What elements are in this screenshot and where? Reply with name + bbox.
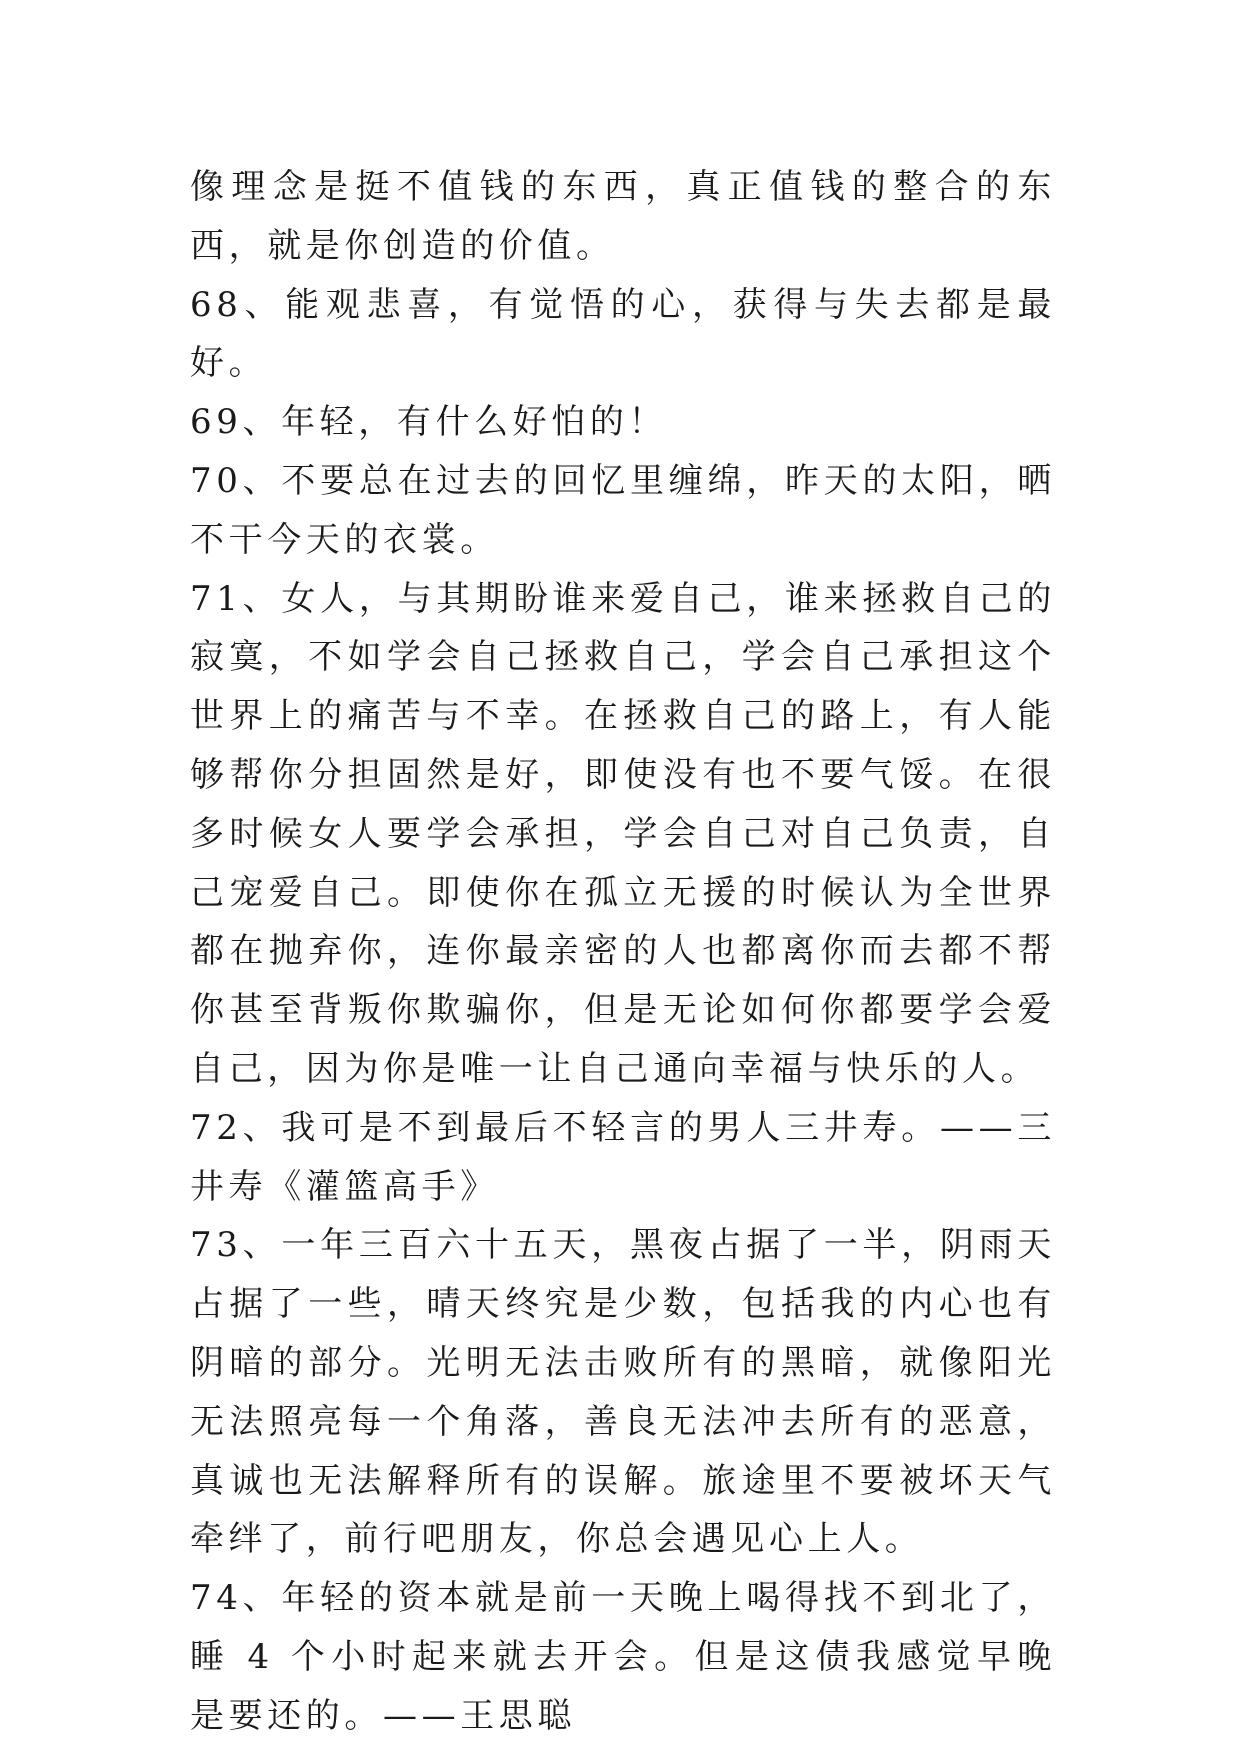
paragraph-72: 72、我可是不到最后不轻言的男人三井寿。——三井寿《灌篮高手》 (190, 1107, 1056, 1207)
document-page (190, 158, 1056, 1746)
paragraph-68: 68、能观悲喜，有觉悟的心，获得与失去都是最好。 (190, 284, 1056, 384)
paragraph-69: 69、年轻，有什么好怕的！ (190, 402, 668, 443)
paragraph-70: 70、不要总在过去的回忆里缠绵，昨天的太阳，晒不干今天的衣裳。 (190, 460, 1056, 560)
paragraph-continuation: 像理念是挺不值钱的东西，真正值钱的整合的东西，就是你创造的价值。 (190, 167, 1056, 266)
paragraph-71: 71、女人，与其期盼谁来爱自己，谁来拯救自己的寂寞，不如学会自己拯救自己，学会自己承担这个世界上的痛苦与不幸。在拯救自己的路上，有人能够帮你分担固然是好，即使没有也不要气馁。在很多时候女人要学会承担，学会自己对自己负责，自己宠爱自己。即使你在孤立无援的时候认为全世界都在抛弃你，连你最亲密的人也都离你而去都不帮你甚至背叛你欺骗你，但是无论如何你都要学会爱自己，因为你是唯一让自己通向幸福与快乐的人。 (190, 578, 1056, 1089)
paragraph-74: 74、年轻的资本就是前一天晚上喝得找不到北了，睡 4 个小时起来就去开会。但是这债我感觉早晚是要还的。——王思聪 (190, 1578, 1056, 1736)
paragraph-73: 73、一年三百六十五天，黑夜占据了一半，阴雨天占据了一些，晴天终究是少数，包括我的内心也有阴暗的部分。光明无法击败所有的黑暗，就像阳光无法照亮每一个角落，善良无法冲去所有的恶意，真诚也无法解释所有的误解。旅途里不要被坏天气牵绊了，前行吧朋友，你总会遇见心上人。 (190, 1225, 1056, 1560)
